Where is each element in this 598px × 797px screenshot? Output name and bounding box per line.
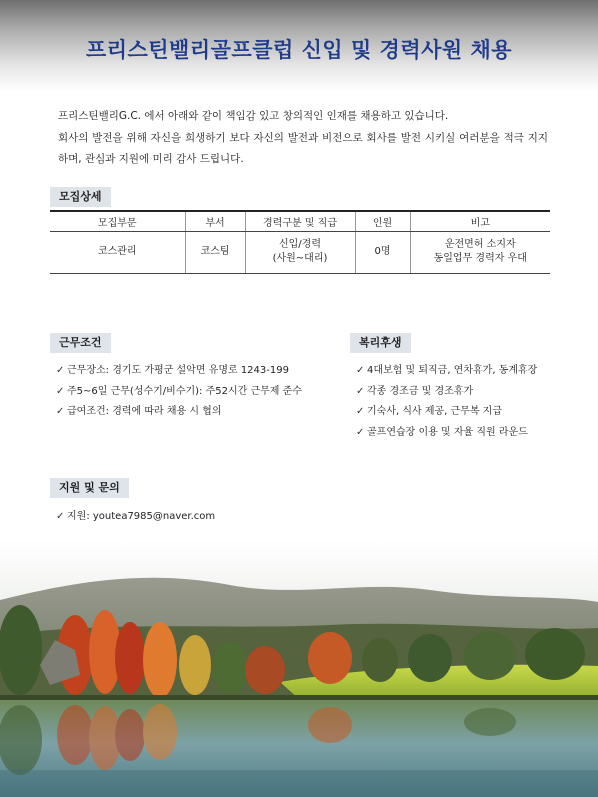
section-label-benefits: 복리후생 [350, 333, 411, 353]
column-header-career: 경력구분 및 직급 [245, 211, 355, 231]
check-icon: ✓ [56, 365, 65, 376]
cell-career-line-1: 신입/경력 [278, 239, 321, 250]
recruitment-table [50, 210, 550, 274]
list-item [356, 402, 537, 423]
table-header-row [50, 211, 550, 231]
intro-line-2: 회사의 발전을 위해 자신을 희생하기 보다 자신의 발전과 비전으로 회사를 발전 시키실 여러분을 적극 지지하며, 관심과 지원에 미리 감사 드립니다. [58, 131, 548, 165]
cell-career [245, 231, 355, 273]
benefit-text: 기숙사, 식사 제공, 근무복 지급 [367, 406, 502, 417]
check-icon: ✓ [56, 406, 65, 417]
cell-department: 코스팀 [185, 231, 245, 273]
benefits-list [356, 361, 537, 443]
list-item [356, 382, 537, 403]
conditions-list [56, 361, 302, 423]
intro-text [58, 106, 548, 171]
contact-apply [56, 507, 215, 528]
cell-career-line-2: (사원~대리) [272, 253, 328, 264]
check-icon: ✓ [56, 385, 65, 397]
list-item [56, 402, 302, 423]
check-icon: ✓ [356, 385, 365, 397]
golf-course-landscape-image [0, 540, 598, 797]
check-icon: ✓ [356, 426, 365, 438]
list-item [356, 423, 537, 444]
cell-division: 코스관리 [50, 231, 185, 273]
section-label-contact: 지원 및 문의 [50, 478, 129, 498]
check-icon: ✓ [356, 365, 365, 376]
list-item [356, 361, 537, 382]
page-title: 프리스틴밸리골프클럽 신입 및 경력사원 채용 [85, 38, 513, 62]
check-icon: ✓ [356, 406, 365, 417]
list-item [56, 507, 215, 528]
column-header-division: 모집부문 [50, 211, 185, 231]
section-label-conditions: 근무조건 [50, 333, 111, 353]
intro-line-1: 프리스틴밸리G.C. 에서 아래와 같이 책임감 있고 창의적인 인재를 채용하고 있습니다. [58, 110, 449, 122]
condition-text: 급여조건: 경력에 따라 채용 시 협의 [67, 406, 222, 417]
check-icon: ✓ [56, 511, 65, 522]
cell-headcount: 0명 [355, 231, 410, 273]
cell-note [410, 231, 550, 273]
column-header-headcount: 인원 [355, 211, 410, 231]
table-row [50, 231, 550, 273]
apply-email[interactable]: 지원: youtea7985@naver.com [67, 511, 216, 522]
condition-text: 근무장소: 경기도 가평군 설악면 유명로 1243-199 [67, 365, 289, 376]
benefit-text: 4대보험 및 퇴직금, 연차휴가, 동계휴장 [367, 365, 538, 376]
benefit-text: 골프연습장 이용 및 자율 직원 라운드 [367, 426, 528, 438]
cell-note-line-2: 동일업무 경력자 우대 [433, 253, 527, 264]
column-header-note: 비고 [410, 211, 550, 231]
section-label-recruitment: 모집상세 [50, 187, 111, 207]
condition-text: 주5~6일 근무(성수기/비수기): 주52시간 근무제 준수 [67, 385, 302, 397]
list-item [56, 361, 302, 382]
column-header-department: 부서 [185, 211, 245, 231]
list-item [56, 382, 302, 403]
benefit-text: 각종 경조금 및 경조휴가 [367, 385, 474, 397]
cell-note-line-1: 운전면허 소지자 [444, 239, 516, 250]
